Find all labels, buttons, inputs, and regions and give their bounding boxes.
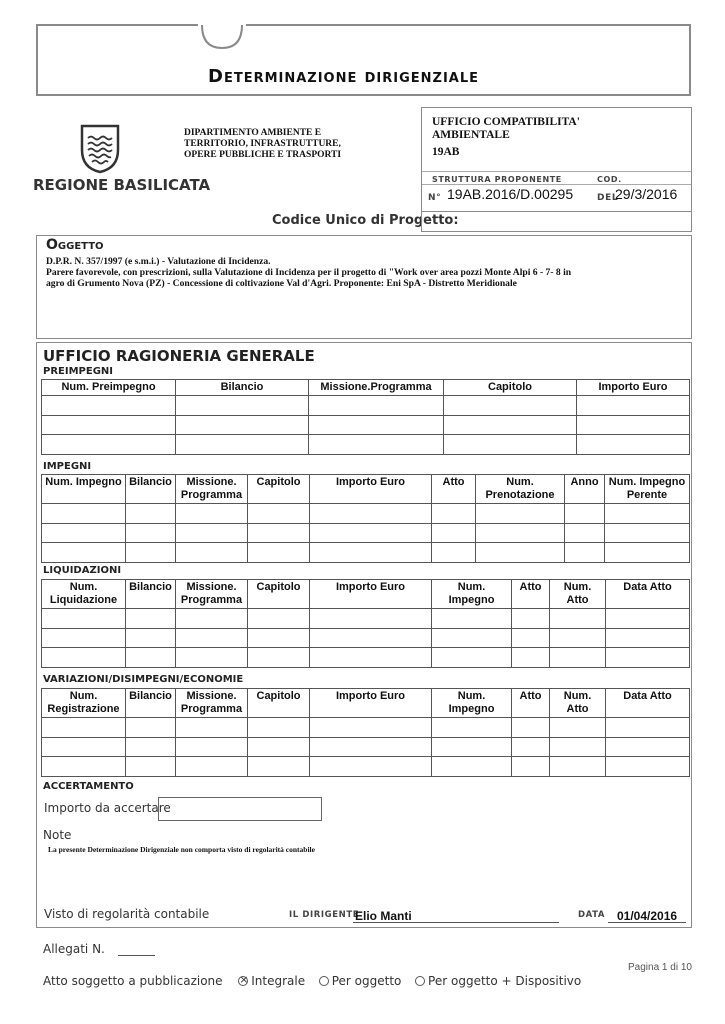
header-cell: Atto bbox=[512, 580, 550, 609]
header-cell: Importo Euro bbox=[310, 475, 432, 504]
region-crest-icon bbox=[80, 124, 120, 174]
impegni-table bbox=[41, 474, 690, 563]
header-notch bbox=[198, 22, 246, 50]
variazioni-table bbox=[41, 688, 690, 777]
header-cell: Num. Liquidazione bbox=[42, 580, 126, 609]
struttura-label: STRUTTURA PROPONENTE bbox=[432, 175, 562, 184]
table-row bbox=[42, 523, 690, 543]
header-cell: Data Atto bbox=[606, 689, 690, 718]
header-cell: Missione. Programma bbox=[176, 580, 248, 609]
dirigente-label: IL DIRIGENTE bbox=[289, 910, 360, 920]
header-cell: Capitolo bbox=[248, 689, 310, 718]
impegni-label: IMPEGNI bbox=[43, 461, 92, 472]
header-cell: Bilancio bbox=[176, 380, 309, 396]
office-code: 19AB bbox=[432, 146, 460, 158]
header-cell: Num. Impegno bbox=[42, 475, 126, 504]
num-label: N° bbox=[428, 193, 442, 203]
data-value: 01/04/2016 bbox=[617, 909, 678, 923]
dirigente-name: Elio Manti bbox=[355, 909, 412, 923]
table-row bbox=[42, 504, 690, 524]
accertamento-label: ACCERTAMENTO bbox=[43, 781, 134, 792]
header-cell: Num. Impegno bbox=[432, 580, 512, 609]
header-cell: Num. Atto bbox=[550, 689, 606, 718]
table-header-row bbox=[42, 475, 690, 504]
liquidazioni-label: LIQUIDAZIONI bbox=[43, 565, 122, 576]
header-cell: Num. Impegno Perente bbox=[605, 475, 690, 504]
header-cell: Atto bbox=[512, 689, 550, 718]
note-text: La presente Determinazione Dirigenziale non comporta visto di regolarità contabile bbox=[48, 845, 315, 854]
table-row bbox=[42, 609, 690, 629]
table-row bbox=[42, 757, 690, 777]
table-row bbox=[42, 396, 690, 416]
option-per-oggetto: Per oggetto bbox=[331, 974, 402, 988]
liquidazioni-table bbox=[41, 579, 690, 668]
table-row bbox=[42, 628, 690, 648]
header-cell: Capitolo bbox=[444, 380, 577, 396]
table-row bbox=[42, 543, 690, 563]
cup-field bbox=[421, 211, 692, 232]
header-cell: Bilancio bbox=[126, 689, 176, 718]
oggetto-text: D.P.R. N. 357/1997 (e s.m.i.) - Valutazione di Incidenza. Parere favorevole, con prescrizioni, sulla Valutazione di Incidenza per il progetto di "Work over area pozzi Monte Alpi 6 - 7- 8 in agro di Grumento Nova (PZ) - Concessione di coltivazione Val d'Agri. Proponente: Eni SpA - Distretto Meridionale bbox=[46, 256, 572, 289]
header-cell: Capitolo bbox=[248, 580, 310, 609]
preimpegni-table bbox=[41, 379, 690, 455]
header-cell: Importo Euro bbox=[310, 580, 432, 609]
data-label: DATA bbox=[578, 910, 606, 920]
pubblicazione-label: Atto soggetto a pubblicazione bbox=[43, 974, 223, 988]
table-row bbox=[42, 415, 690, 435]
cup-label: Codice Unico di Progetto: bbox=[272, 213, 459, 228]
num-value: 19AB.2016/D.00295 bbox=[447, 186, 574, 202]
header-cell: Num. Preimpegno bbox=[42, 380, 176, 396]
header-cell: Num. Prenotazione bbox=[476, 475, 565, 504]
header-cell: Missione.Programma bbox=[309, 380, 444, 396]
ragioneria-title: UFFICIO RAGIONERIA GENERALE bbox=[43, 347, 315, 365]
header-cell: Bilancio bbox=[126, 580, 176, 609]
office-name: UFFICIO COMPATIBILITA' AMBIENTALE bbox=[432, 116, 580, 141]
header-cell: Atto bbox=[432, 475, 476, 504]
allegati-label: Allegati N. bbox=[43, 942, 105, 956]
radio-per-oggetto-dispositivo[interactable] bbox=[415, 976, 425, 986]
table-row bbox=[42, 648, 690, 668]
variazioni-label: VARIAZIONI/DISIMPEGNI/ECONOMIE bbox=[43, 674, 244, 685]
document-title: Determinazione dirigenziale bbox=[208, 66, 480, 87]
table-row bbox=[42, 737, 690, 757]
header-cell: Importo Euro bbox=[577, 380, 690, 396]
allegati-line bbox=[118, 955, 155, 956]
radio-per-oggetto[interactable] bbox=[319, 976, 329, 986]
option-integrale: Integrale bbox=[251, 974, 306, 988]
preimpegni-label: PREIMPEGNI bbox=[43, 366, 113, 377]
header-cell: Missione. Programma bbox=[176, 689, 248, 718]
table-header-row bbox=[42, 580, 690, 609]
data-line bbox=[608, 922, 686, 923]
department-name: DIPARTIMENTO AMBIENTE E TERRITORIO, INFRASTRUTTURE, OPERE PUBBLICHE E TRASPORTI bbox=[184, 128, 342, 160]
header-cell: Bilancio bbox=[126, 475, 176, 504]
header-cell: Importo Euro bbox=[310, 689, 432, 718]
oggetto-label: Oggetto bbox=[46, 237, 104, 253]
table-row bbox=[42, 435, 690, 455]
note-label: Note bbox=[43, 828, 72, 842]
radio-integrale[interactable] bbox=[238, 976, 248, 986]
option-per-oggetto-dispositivo: Per oggetto + Dispositivo bbox=[428, 974, 582, 988]
importo-label: Importo da accertare bbox=[44, 801, 171, 815]
header-cell: Num. Atto bbox=[550, 580, 606, 609]
del-label: DEL bbox=[597, 193, 619, 203]
header-cell: Anno bbox=[565, 475, 605, 504]
header-cell: Capitolo bbox=[248, 475, 310, 504]
del-value: 29/3/2016 bbox=[615, 186, 678, 202]
dirigente-line bbox=[353, 922, 559, 923]
page-number: Pagina 1 di 10 bbox=[628, 962, 692, 973]
office-divider bbox=[422, 171, 691, 172]
header-cell: Num. Registrazione bbox=[42, 689, 126, 718]
header-cell: Num. Impegno bbox=[432, 689, 512, 718]
visto-label: Visto di regolarità contabile bbox=[44, 907, 210, 921]
pubblicazione-row bbox=[43, 974, 581, 988]
table-header-row bbox=[42, 380, 690, 396]
table-header-row bbox=[42, 689, 690, 718]
office-divider-2 bbox=[422, 184, 691, 185]
header-cell: Missione. Programma bbox=[176, 475, 248, 504]
header-cell: Data Atto bbox=[606, 580, 690, 609]
table-row bbox=[42, 718, 690, 738]
region-name: REGIONE BASILICATA bbox=[33, 176, 211, 194]
cod-label: COD. bbox=[597, 175, 622, 184]
importo-field[interactable] bbox=[158, 797, 322, 821]
